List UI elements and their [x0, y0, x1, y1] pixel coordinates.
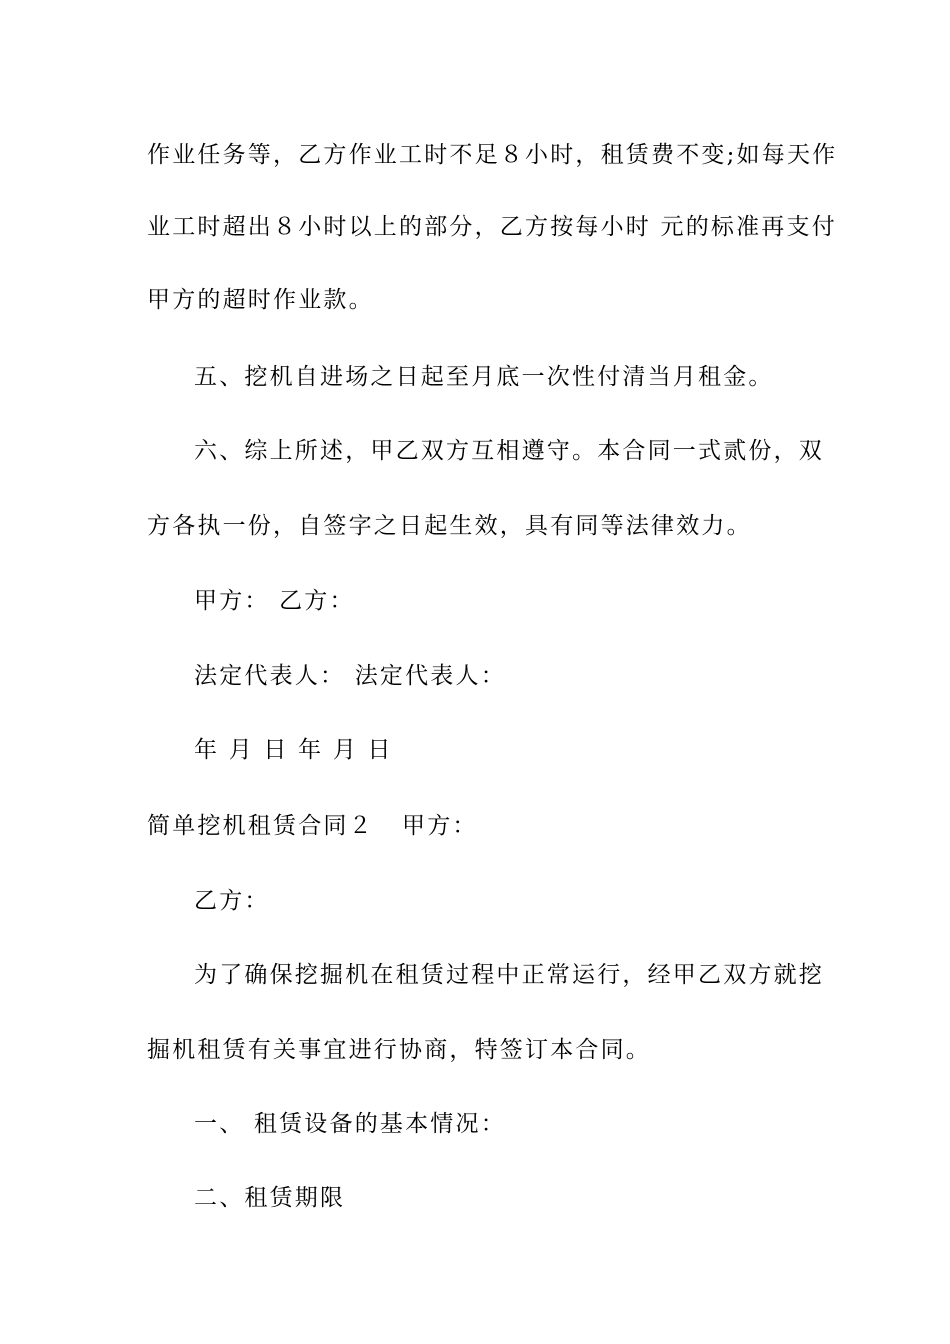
intro-line-2: 掘机租赁有关事宜进行协商，特签订本合同。 — [147, 1037, 651, 1063]
paragraph-line-2: 业工时超出８小时以上的部分，乙方按每小时 元的标准再支付 — [147, 214, 837, 240]
party-a-label: 甲方： — [402, 813, 478, 839]
clause-six-line-1: 六、综上所述，甲乙双方互相遵守。本合同一式贰份，双 — [194, 438, 824, 464]
party-b-label: 乙方： — [194, 888, 270, 914]
paragraph-line-1: 作业任务等，乙方作业工时不足８小时，租赁费不变;如每天作 — [147, 142, 838, 168]
clause-five: 五、挖机自进场之日起至月底一次性付清当月租金。 — [194, 364, 774, 390]
clause-six-line-2: 方各执一份，自签字之日起生效，具有同等法律效力。 — [147, 513, 752, 539]
signature-parties: 甲方： 乙方： — [194, 588, 355, 614]
intro-line-1: 为了确保挖掘机在租赁过程中正常运行，经甲乙双方就挖 — [194, 962, 824, 988]
signature-representatives: 法定代表人： 法定代表人： — [194, 663, 506, 689]
section-one-heading: 一、 租赁设备的基本情况： — [194, 1111, 506, 1137]
signature-dates: 年 月 日 年 月 日 — [194, 737, 393, 763]
section-two-heading: 二、租赁期限 — [194, 1185, 346, 1211]
contract-title: 简单挖机租赁合同２ — [147, 813, 374, 839]
paragraph-line-3: 甲方的超时作业款。 — [147, 287, 374, 313]
